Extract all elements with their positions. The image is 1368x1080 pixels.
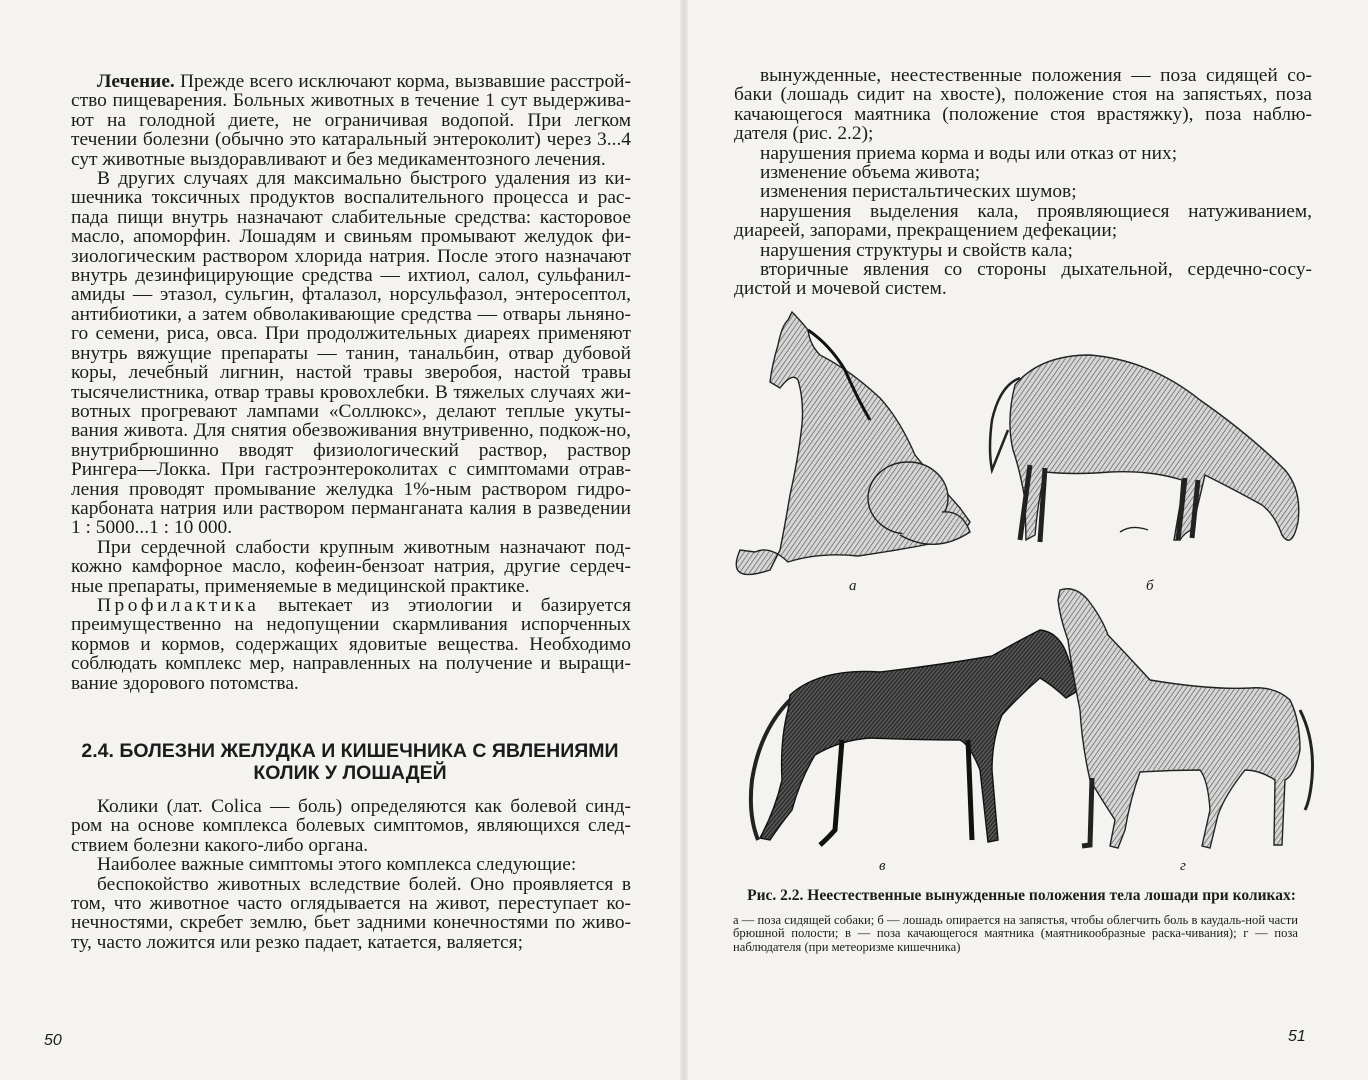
horse-sitting-dog-pose xyxy=(736,312,970,575)
right-page-symptom-list xyxy=(734,66,1312,299)
paragraph-other-cases: В других случаях для максимально быстрого удаления из ки-шечника токсичных продуктов воспалительного процесса и рас-пада пищи внутрь назначают слабительные средства: касторовое масло, апоморфин. Лошадям и свиньям промывают желудок фи-зиологическим раствором хлорида натрия. После этого назначают внутрь дезинфицирующие средства — ихтиол, салол, сульфанил-амиды — этазол, сульгин, фталазол, норсульфазол, энтеросептол, антибиотики, а затем обволакивающие средства — отвары льняно-го семени, риса, овса. При продолжительных диареях применяют внутрь вяжущие препараты — танин, танальбин, отвар дубовой коры, лечебный лигнин, настой травы зверобоя, настой травы тысячелистника, отвар травы кровохлебки. В тяжелых случаях жи-вотных прогревают лампами «Соллюкс», делают теплые укуты-вания живота. Для снятия обезвоживания внутривенно, подкож-но, внутрибрюшинно вводят физиологический раствор, раствор Рингера—Локка. При гастроэнтероколитах с симптомами отрав-ления проводят промывание желудка 1%-ным раствором гидро-карбоната натрия или раствором перманганата калия в разведении 1 : 5000...1 : 10 000. xyxy=(71,168,631,539)
horse-on-carpals xyxy=(990,355,1299,542)
list-item: нарушения приема корма и воды или отказ от них; xyxy=(760,142,1178,164)
horse-pendulum-pose xyxy=(751,630,1076,845)
list-item: нарушения выделения кала, проявляющиеся натуживанием, диареей, запорами, прекращением дефекации; xyxy=(734,200,1312,242)
page-number-left: 50 xyxy=(44,1032,62,1049)
list-item: изменения перистальтических шумов; xyxy=(760,181,1077,203)
left-page-text-block-1 xyxy=(71,72,631,693)
page-number-right: 51 xyxy=(1288,1028,1306,1045)
figure-label-a: а xyxy=(849,578,857,594)
list-item: изменение объема живота; xyxy=(760,162,981,184)
paragraph-treatment: Лечение. Прежде всего исключают корма, вызвавшие расстрой-ство пищеварения. Больных животных в течение 1 сут выдержива-ют на голодной диете, не ограничивая водопой. При легком течении болезни (обычно это катаральный энтероколит) через 3...4 сут животные выздоравливают и без медикаментозного лечения. xyxy=(71,71,631,170)
label-treatment: Лечение. xyxy=(97,71,175,92)
figure-caption-note: а — поза сидящей собаки; б — лошадь опирается на запястья, чтобы облегчить боль в каудаль-ной части брюшной полости; в — поза качающегося маятника (маятникообразные раска-чивания); г — поза наблюдателя (при метеоризме кишечника) xyxy=(733,913,1298,954)
list-item: вторичные явления со стороны дыхательной, сердечно-сосу-дистой и мочевой систем. xyxy=(734,259,1312,300)
horse-illustrations xyxy=(730,300,1320,880)
left-page-text-block-2 xyxy=(71,797,631,952)
figure-caption: Рис. 2.2. Неестественные вынужденные положения тела лошади при коликах: xyxy=(747,887,1296,904)
list-item: нарушения структуры и свойств кала; xyxy=(760,239,1073,261)
paragraph-symptom-restlessness: беспокойство животных вследствие болей. Оно проявляется в том, что животное часто оглядывается на живот, переступает ко-нечностями, скребет землю, бьет задними конечностями по живо-ту, часто ложится или резко падает, катается, валяется; xyxy=(71,873,631,953)
list-item: вынужденные, неестественные положения — поза сидящей со-баки (лошадь сидит на хвосте), положение стоя на запястьях, поза качающегося маятника (положение стоя врастяжку), поза наблю-дателя (рис. 2.2); xyxy=(734,65,1312,145)
paragraph-colic-definition: Колики (лат. Colica — боль) определяются как болевой синд-ром на основе комплекса болевых симптомов, являющихся след-ствием болезни какого-либо органа. xyxy=(71,796,631,856)
label-prophylaxis: Профилактика xyxy=(97,594,260,616)
figure-horse-postures xyxy=(730,300,1320,880)
figure-label-c: в xyxy=(879,858,886,874)
horse-observer-pose xyxy=(1058,589,1313,848)
figure-label-b: б xyxy=(1146,578,1154,594)
paragraph-prophylaxis: Профилактика вытекает из этиологии и базируется преимущественно на недопущении скармливания испорченных кормов и кормов, содержащих ядовитые вещества. Необходимо соблюдать комплекс мер, направленных на получение и выращи-вание здорового потомства. xyxy=(71,594,631,694)
section-heading: 2.4. БОЛЕЗНИ ЖЕЛУДКА И КИШЕЧНИКА С ЯВЛЕНИЯМИ КОЛИК У ЛОШАДЕЙ xyxy=(81,740,619,784)
paragraph-symptoms-intro: Наиболее важные симптомы этого комплекса следующие: xyxy=(97,854,577,876)
figure-label-d: г xyxy=(1180,858,1186,874)
paragraph-heart-weakness: При сердечной слабости крупным животным назначают под-кожно камфорное масло, кофеин-бензоат натрия, другие сердеч-ные препараты, применяемые в медицинской практике. xyxy=(71,536,631,597)
